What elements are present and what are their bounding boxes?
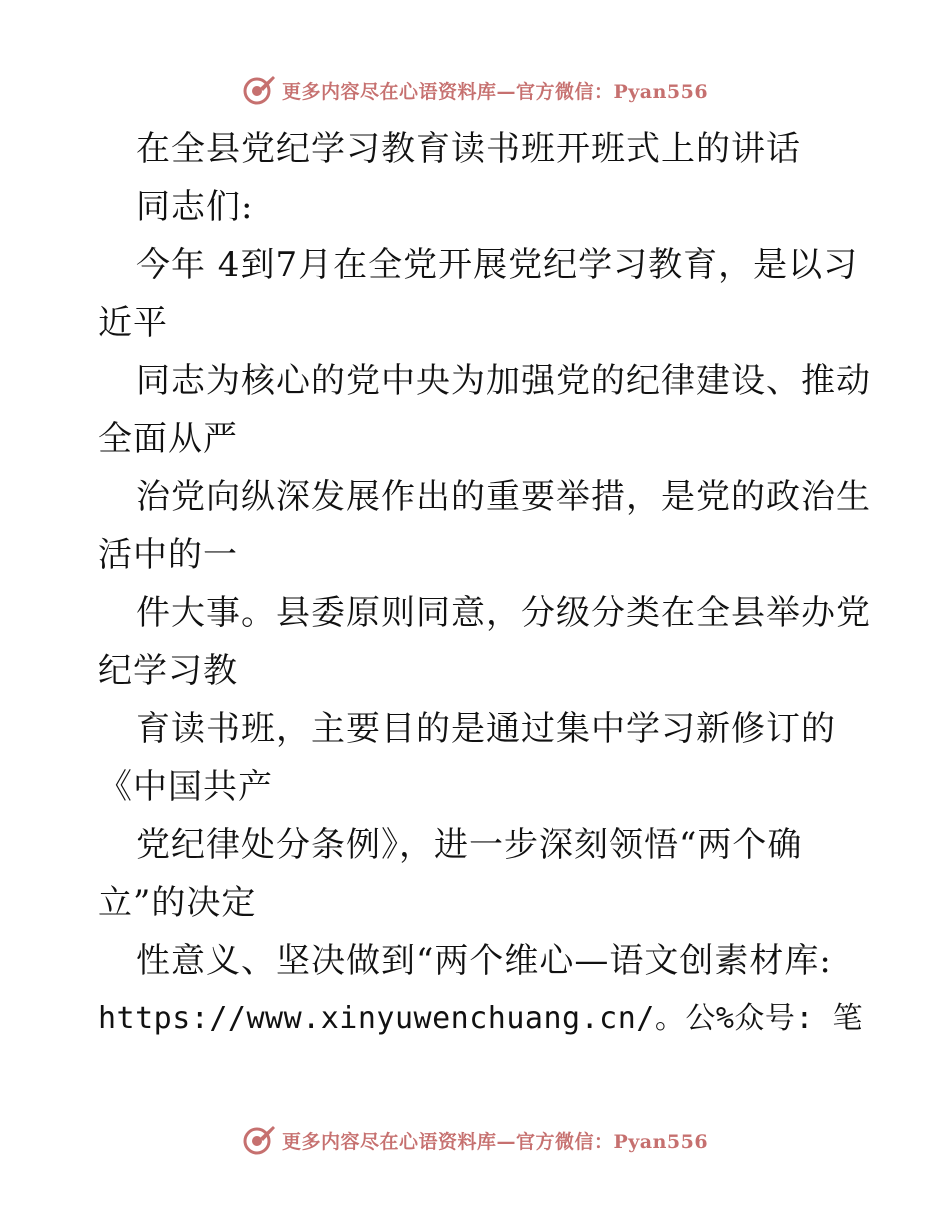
body-line: 近平 <box>98 303 168 343</box>
body-line: 党纪律处分条例》，进一步深刻领悟“两个确 <box>136 825 803 865</box>
body-line: 件大事。县委原则同意，分级分类在全县举办党 <box>136 593 871 633</box>
body-line: 育读书班，主要目的是通过集中学习新修订的 <box>136 709 836 749</box>
body-line: 活中的一 <box>98 535 238 575</box>
footer-banner <box>0 1120 950 1160</box>
body-line: 同志为核心的党中央为加强党的纪律建设、推动 <box>136 361 871 401</box>
body-line: 全面从严 <box>98 419 238 459</box>
pen-logo-icon <box>242 73 276 107</box>
body-line: 今年 4到7月在全党开展党纪学习教育，是以习 <box>136 245 859 285</box>
body-line: 立”的决定 <box>98 883 257 923</box>
header-banner-text: 更多内容尽在心语资料库—官方微信：Pyan556 <box>281 80 709 103</box>
body-line: 治党向纵深发展作出的重要举措，是党的政治生 <box>136 477 871 517</box>
body-line: 纪学习教 <box>98 651 238 691</box>
header-banner <box>0 70 950 110</box>
document-title: 在全县党纪学习教育读书班开班式上的讲话 <box>136 129 801 169</box>
body-line: 性意义、坚决做到“两个维心—语文创素材库: <box>136 941 832 981</box>
pen-logo-icon <box>242 1123 276 1157</box>
body-line-url: https://www.xinyuwenchuang.cn/。公%众号: 笔 <box>98 1001 864 1036</box>
body-line: 《中国共产 <box>98 767 273 807</box>
document-body <box>98 120 871 1048</box>
salutation: 同志们: <box>136 187 254 227</box>
footer-banner-text: 更多内容尽在心语资料库—官方微信：Pyan556 <box>281 1130 709 1153</box>
